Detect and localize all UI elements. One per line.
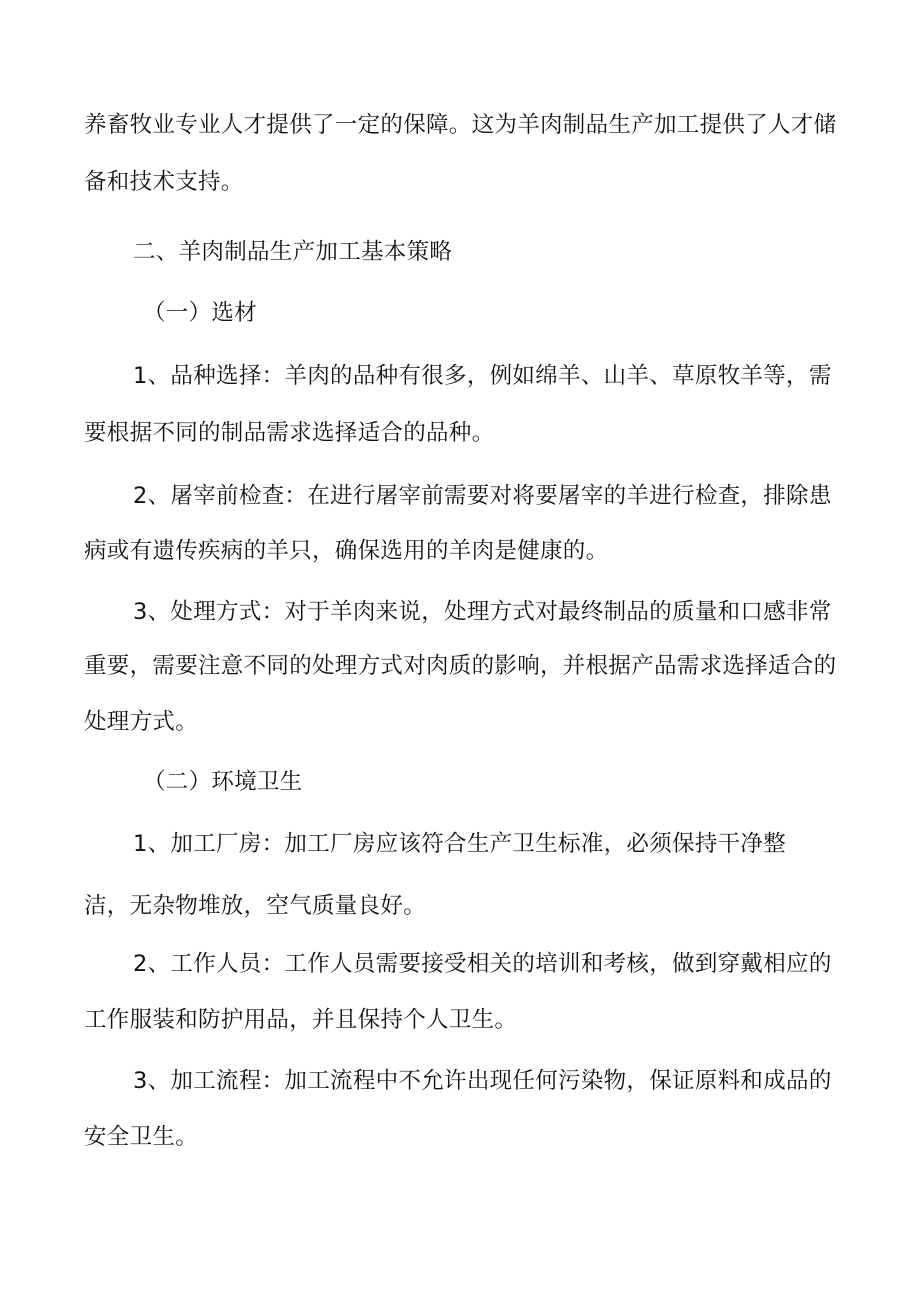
intro-paragraph-line-1: 养畜牧业专业人才提供了一定的保障。这为羊肉制品生产加工提供了人才储 — [84, 112, 837, 138]
item-workflow-line-2: 安全卫生。 — [84, 1124, 199, 1150]
item-staff-line-1: 2、工作人员：工作人员需要接受相关的培训和考核，做到穿戴相应的 — [133, 951, 832, 977]
subsection-heading-hygiene: （二）环境卫生 — [143, 769, 303, 795]
item-processing-line-2: 重要，需要注意不同的处理方式对肉质的影响，并根据产品需求选择适合的 — [84, 653, 837, 679]
item-breed-line-2: 要根据不同的制品需求选择适合的品种。 — [84, 420, 495, 446]
section-heading: 二、羊肉制品生产加工基本策略 — [133, 239, 453, 265]
item-workflow-line-1: 3、加工流程：加工流程中不允许出现任何污染物，保证原料和成品的 — [133, 1068, 832, 1094]
item-inspection-line-1: 2、屠宰前检查：在进行屠宰前需要对将要屠宰的羊进行检查，排除患 — [133, 483, 832, 509]
item-processing-line-3: 处理方式。 — [84, 709, 199, 735]
item-staff-line-2: 工作服装和防护用品，并且保持个人卫生。 — [84, 1007, 518, 1033]
intro-paragraph-line-2: 备和技术支持。 — [84, 169, 244, 195]
subsection-heading-material: （一）选材 — [143, 300, 258, 326]
item-plant-line-2: 洁，无杂物堆放，空气质量良好。 — [84, 893, 427, 919]
item-plant-line-1: 1、加工厂房：加工厂房应该符合生产卫生标准，必须保持干净整 — [133, 831, 787, 857]
item-breed-line-1: 1、品种选择：羊肉的品种有很多，例如绵羊、山羊、草原牧羊等，需 — [133, 363, 832, 389]
item-processing-line-1: 3、处理方式：对于羊肉来说，处理方式对最终制品的质量和口感非常 — [133, 599, 832, 625]
item-inspection-line-2: 病或有遗传疾病的羊只，确保选用的羊肉是健康的。 — [84, 538, 609, 564]
